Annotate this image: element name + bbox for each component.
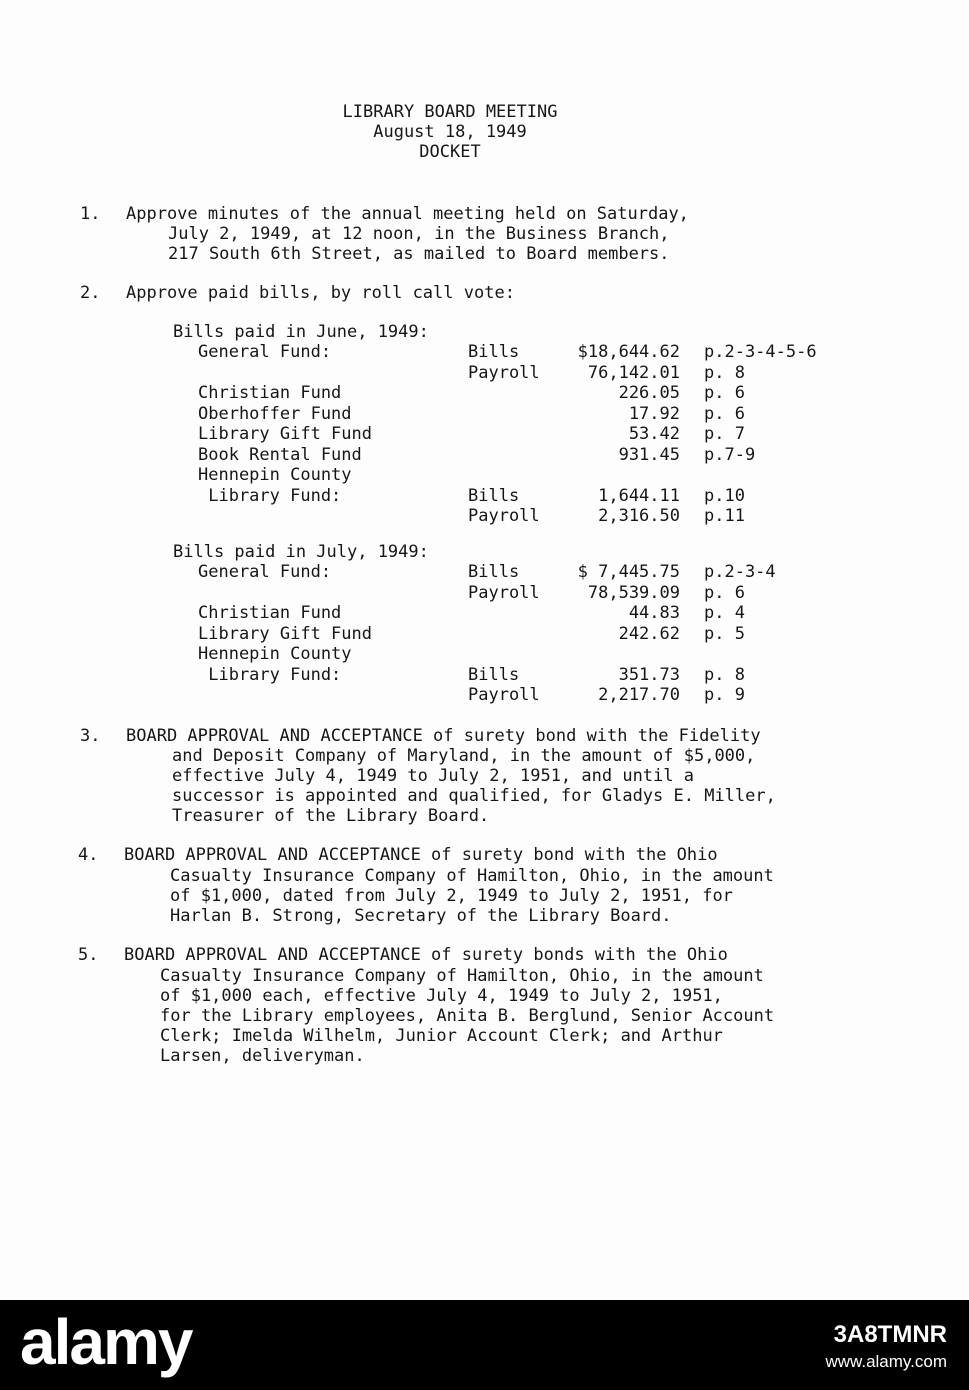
item-3-line: and Deposit Company of Maryland, in the amount of $5,000, (172, 746, 756, 766)
alamy-logo (20, 1308, 240, 1378)
item-1-line: 217 South 6th Street, as mailed to Board members. (168, 244, 670, 264)
item-1-number: 1. (80, 204, 101, 224)
bill-fund-label: Book Rental Fund (198, 444, 362, 465)
item-4-number: 4. (78, 845, 99, 865)
bill-type: Bills (468, 562, 520, 582)
bill-amount: 1,644.11 (598, 485, 680, 506)
item-5-line: Clerk; Imelda Wilhelm, Junior Account Clerk; and Arthur (160, 1026, 723, 1046)
item-5-line: Casualty Insurance Company of Hamilton, Ohio, in the amount (160, 966, 764, 986)
bill-fund-label: Library Gift Fund (198, 623, 372, 644)
bill-page-ref: p.7-9 (704, 444, 756, 465)
bill-amount: 53.42 (628, 424, 680, 444)
bill-amount: 931.45 (618, 444, 680, 465)
image-code: 3A8TMNR (833, 1321, 947, 1348)
bill-page-ref: p. 8 (704, 664, 745, 685)
bill-type: Payroll (468, 582, 540, 603)
bill-fund-label: Oberhoffer Fund (198, 403, 352, 424)
doc-date: August 18, 1949 (373, 122, 527, 142)
bill-fund-label: Library Fund: (198, 664, 342, 685)
bill-page-ref: p. 4 (704, 603, 745, 623)
bill-page-ref: p. 6 (704, 403, 745, 424)
doc-subtitle: DOCKET (419, 142, 481, 162)
bill-fund-label: Christian Fund (198, 383, 342, 403)
bill-type: Bills (468, 342, 520, 362)
item-4-line: Harlan B. Strong, Secretary of the Library Board. (170, 906, 672, 926)
item-5-number: 5. (78, 945, 99, 965)
bill-page-ref: p. 6 (704, 383, 745, 403)
item-4-line: Casualty Insurance Company of Hamilton, Ohio, in the amount (170, 866, 774, 886)
bill-amount: 351.73 (618, 664, 680, 685)
bill-amount: 226.05 (618, 383, 680, 403)
bill-type: Payroll (468, 685, 540, 705)
doc-title: LIBRARY BOARD MEETING (342, 102, 558, 122)
bill-amount: 17.92 (628, 403, 680, 424)
item-5-line: BOARD APPROVAL AND ACCEPTANCE of surety bonds with the Ohio (124, 945, 728, 965)
bill-amount: 2,316.50 (598, 506, 680, 526)
bill-amount: 44.83 (628, 603, 680, 623)
item-3-line: BOARD APPROVAL AND ACCEPTANCE of surety bond with the Fidelity (126, 726, 761, 746)
bill-fund-label: Christian Fund (198, 603, 342, 623)
july-bills-heading: Bills paid in July, 1949: (173, 542, 429, 562)
item-2-number: 2. (80, 283, 101, 303)
bill-type: Bills (468, 485, 520, 506)
bill-amount: $18,644.62 (577, 342, 680, 362)
bill-fund-label: Hennepin County (198, 644, 352, 664)
item-5-line: of $1,000 each, effective July 4, 1949 to July 2, 1951, (160, 986, 723, 1006)
bill-fund-label: General Fund: (198, 342, 332, 362)
bill-amount: 78,539.09 (587, 582, 680, 603)
item-1-line: Approve minutes of the annual meeting held on Saturday, (126, 204, 689, 224)
bill-type: Payroll (468, 362, 540, 383)
item-3-number: 3. (80, 726, 101, 746)
bill-fund-label: Library Fund: (198, 485, 342, 506)
site-url[interactable]: www.alamy.com (825, 1352, 947, 1371)
bill-page-ref: p. 7 (704, 424, 745, 444)
item-4-line: of $1,000, dated from July 2, 1949 to July 2, 1951, for (170, 886, 733, 906)
bill-page-ref: p. 6 (704, 582, 745, 603)
watermark-banner (0, 1300, 969, 1390)
bill-amount: $ 7,445.75 (577, 562, 680, 582)
bill-fund-label: Hennepin County (198, 465, 352, 485)
bill-page-ref: p. 5 (704, 623, 745, 644)
bill-page-ref: p.2-3-4-5-6 (704, 342, 817, 362)
item-3-line: Treasurer of the Library Board. (172, 806, 490, 826)
bill-fund-label: Library Gift Fund (198, 424, 372, 444)
item-5-line: for the Library employees, Anita B. Berglund, Senior Account (160, 1006, 775, 1026)
item-3-line: effective July 4, 1949 to July 2, 1951, and until a (172, 766, 694, 786)
bill-page-ref: p. 9 (704, 685, 745, 705)
item-5-line: Larsen, deliveryman. (160, 1046, 365, 1066)
bill-fund-label: General Fund: (198, 562, 332, 582)
bill-page-ref: p.2-3-4 (704, 562, 776, 582)
bill-amount: 242.62 (618, 623, 680, 644)
bill-type: Bills (468, 664, 520, 685)
bill-type: Payroll (468, 506, 540, 526)
item-4-line: BOARD APPROVAL AND ACCEPTANCE of surety bond with the Ohio (124, 845, 718, 865)
june-bills-heading: Bills paid in June, 1949: (173, 322, 429, 342)
alamy-logo-text: alamy (20, 1308, 192, 1378)
bill-amount: 2,217.70 (598, 685, 680, 705)
bill-page-ref: p.11 (704, 506, 745, 526)
bill-page-ref: p. 8 (704, 362, 745, 383)
bill-amount: 76,142.01 (587, 362, 680, 383)
bill-page-ref: p.10 (704, 485, 745, 506)
item-2-line: Approve paid bills, by roll call vote: (126, 283, 515, 303)
item-3-line: successor is appointed and qualified, for Gladys E. Miller, (172, 786, 776, 806)
item-1-line: July 2, 1949, at 12 noon, in the Business Branch, (168, 224, 670, 244)
